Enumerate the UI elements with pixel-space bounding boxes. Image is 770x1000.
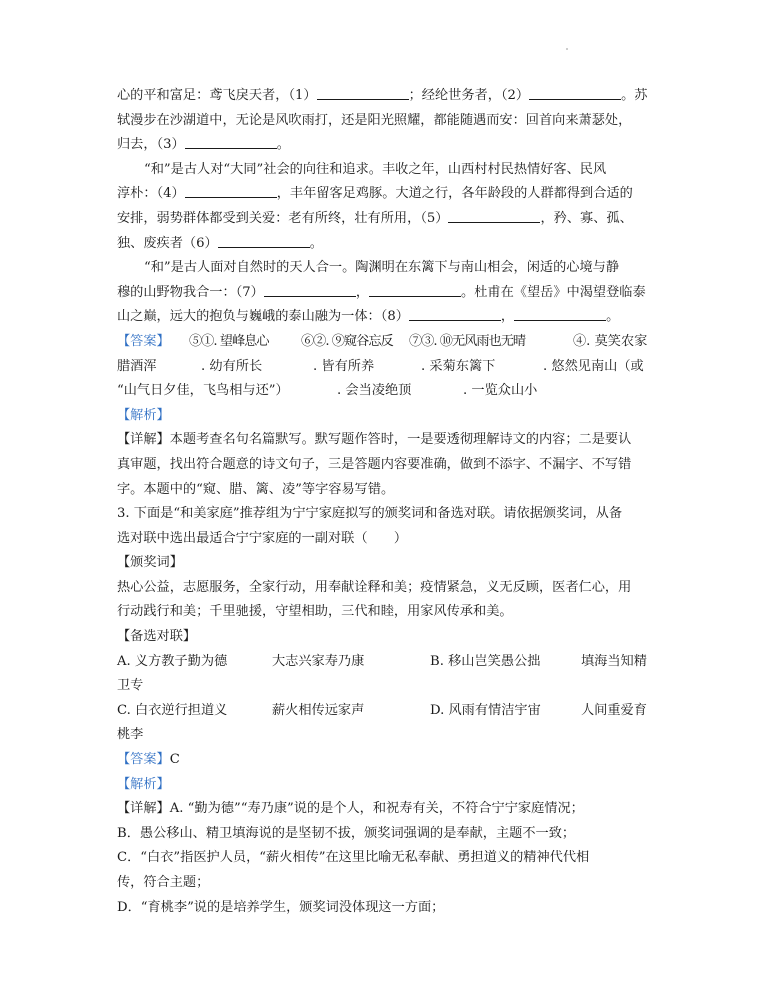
couplet-tag: 【备选对联】: [117, 629, 197, 645]
text-line: 淳朴：（4） ，丰年留客足鸡豚。大道之行，各年龄段的人群都得到合适的: [117, 182, 657, 207]
text-line: 轼漫步在沙湖道中，无论是风吹雨打，还是阳光照耀，都能随遇而安：回首向来萧瑟处，: [117, 112, 632, 128]
fill-blank: [529, 85, 621, 100]
detail-line: D．“育桃李”说的是培养学生，颁奖词没体现这一方面；: [117, 899, 445, 915]
page-mark: [566, 48, 568, 50]
detail-line: 传，符合主题；: [117, 875, 210, 890]
fill-blank: [369, 282, 461, 297]
text-line: 心的平和富足：鸢飞戾天者，（1） ；经纶世务者，（2） 。苏: [117, 84, 657, 109]
answer-value: C: [169, 752, 180, 768]
answer-item: . 会当凌绝顶: [337, 383, 412, 399]
fill-blank: [448, 208, 540, 223]
fill-blank: [514, 306, 606, 321]
fill-blank: [185, 183, 277, 198]
answer-item: 腊酒浑: [117, 358, 157, 374]
option-a: A. 义方教子勤为德: [117, 653, 228, 669]
fill-blank: [218, 233, 310, 248]
answer-item: ④. 莫笑农家: [573, 333, 648, 349]
answer-item: . 悠然见南山（或: [543, 358, 644, 374]
analysis-tag: 【解析】: [117, 407, 170, 423]
answer-item: . 一览众山小: [463, 383, 538, 399]
analysis-tag: 【解析】: [117, 776, 170, 792]
detail-tag: 【详解】: [117, 801, 170, 817]
answer-item: “山气日夕佳，飞鸟相与还”）: [117, 383, 289, 399]
answer-item: . 幼有所长: [201, 358, 263, 374]
answer-row: [117, 355, 657, 380]
fill-blank: [409, 306, 501, 321]
answer-tag: 【答案】: [117, 752, 170, 768]
detail-line: 真审题，找出符合题意的诗文句子，三是答题内容要准确，做到不添字、不漏字、不写错: [117, 456, 632, 472]
answer-line: [117, 748, 657, 773]
option-d: D. 风雨有情洁宇宙: [430, 702, 541, 718]
award-tag: 【颁奖词】: [117, 555, 183, 571]
text-line: 穆的山野物我合一：（7） ， 。杜甫在《望岳》中渴望登临泰: [117, 281, 657, 306]
text-line: “和”是古人面对自然时的天人合一。陶渊明在东篱下与南山相会，闲适的心境与静: [144, 260, 620, 276]
document-body: [117, 84, 657, 920]
fill-blank: [264, 282, 356, 297]
detail-tag: 【详解】: [117, 432, 170, 448]
answer-row: [117, 379, 657, 404]
option-d-wrap: 桃李: [117, 727, 144, 743]
answer-item: ⑥②. ⑨窥谷忘反: [301, 333, 393, 349]
answer-tag: 【答案】: [117, 333, 170, 349]
option-d-second: 人间重爱育: [581, 702, 647, 718]
answer-item: . 采菊东篱下: [421, 358, 496, 374]
option-a-second: 大志兴家寿乃康: [272, 653, 365, 669]
option-c-second: 薪火相传远家声: [272, 702, 365, 718]
fill-blank: [185, 134, 277, 149]
award-text: 热心公益，志愿服务，全家行动，用奉献诠释和美；疫情紧急，义无反顾，医者仁心，用: [117, 579, 632, 595]
option-b-wrap: 卫专: [117, 678, 144, 694]
option-row: [117, 650, 657, 675]
answer-item: . 皆有所养: [313, 358, 375, 374]
question-stem: 选对联中选出最适合宁宁家庭的一副对联（ ）: [117, 530, 408, 546]
option-b-second: 填海当知精: [581, 653, 647, 669]
text-line: 山之巅，远大的抱负与巍峨的泰山融为一体：（8） ， 。: [117, 305, 657, 330]
question-stem: 3. 下面是“和美家庭”推荐组为宁宁家庭拟写的颁奖词和备选对联。请依据颁奖词，从备: [117, 506, 623, 522]
detail-line: 字。本题中的“窥、腊、篱、凌”等字容易写错。: [117, 481, 395, 497]
option-b: B. 移山岂笑愚公拙: [430, 653, 541, 669]
detail-line: B．愚公移山、精卫填海说的是坚韧不拔，颁奖词强调的是奉献，主题不一致；: [117, 825, 576, 841]
detail-line: 【详解】A. “勤为德”“寿乃康”说的是个人，和祝寿有关，不符合宁宁家庭情况；: [117, 801, 584, 817]
text-line: 独、废疾者（6） 。: [117, 232, 657, 257]
text-line: “和”是古人对“大同”社会的向往和追求。丰收之年，山西村村民热情好客、民风: [144, 161, 607, 177]
award-text: 行动践行和美；千里驰援，守望相助，三代和睦，用家风传承和美。: [117, 604, 513, 620]
answer-row: [117, 330, 657, 355]
option-row: [117, 699, 657, 724]
answer-item: ⑤①. 望峰息心: [189, 333, 269, 349]
text-line: 安排，弱势群体都受到关爱：老有所终，壮有所用，（5） ，矜、寡、孤、: [117, 207, 657, 232]
answer-item: ⑦③. ⑩无风雨也无晴: [409, 333, 526, 349]
detail-line: 【详解】本题考查名句名篇默写。默写题作答时，一是要透彻理解诗文的内容；二是要认: [117, 432, 632, 448]
fill-blank: [317, 85, 409, 100]
detail-line: C．“白衣”指医护人员，“薪火相传”在这里比喻无私奉献、勇担道义的精神代代相: [117, 850, 590, 866]
text-line: 归去，（3） 。: [117, 133, 657, 158]
option-c: C. 白衣逆行担道义: [117, 702, 228, 718]
